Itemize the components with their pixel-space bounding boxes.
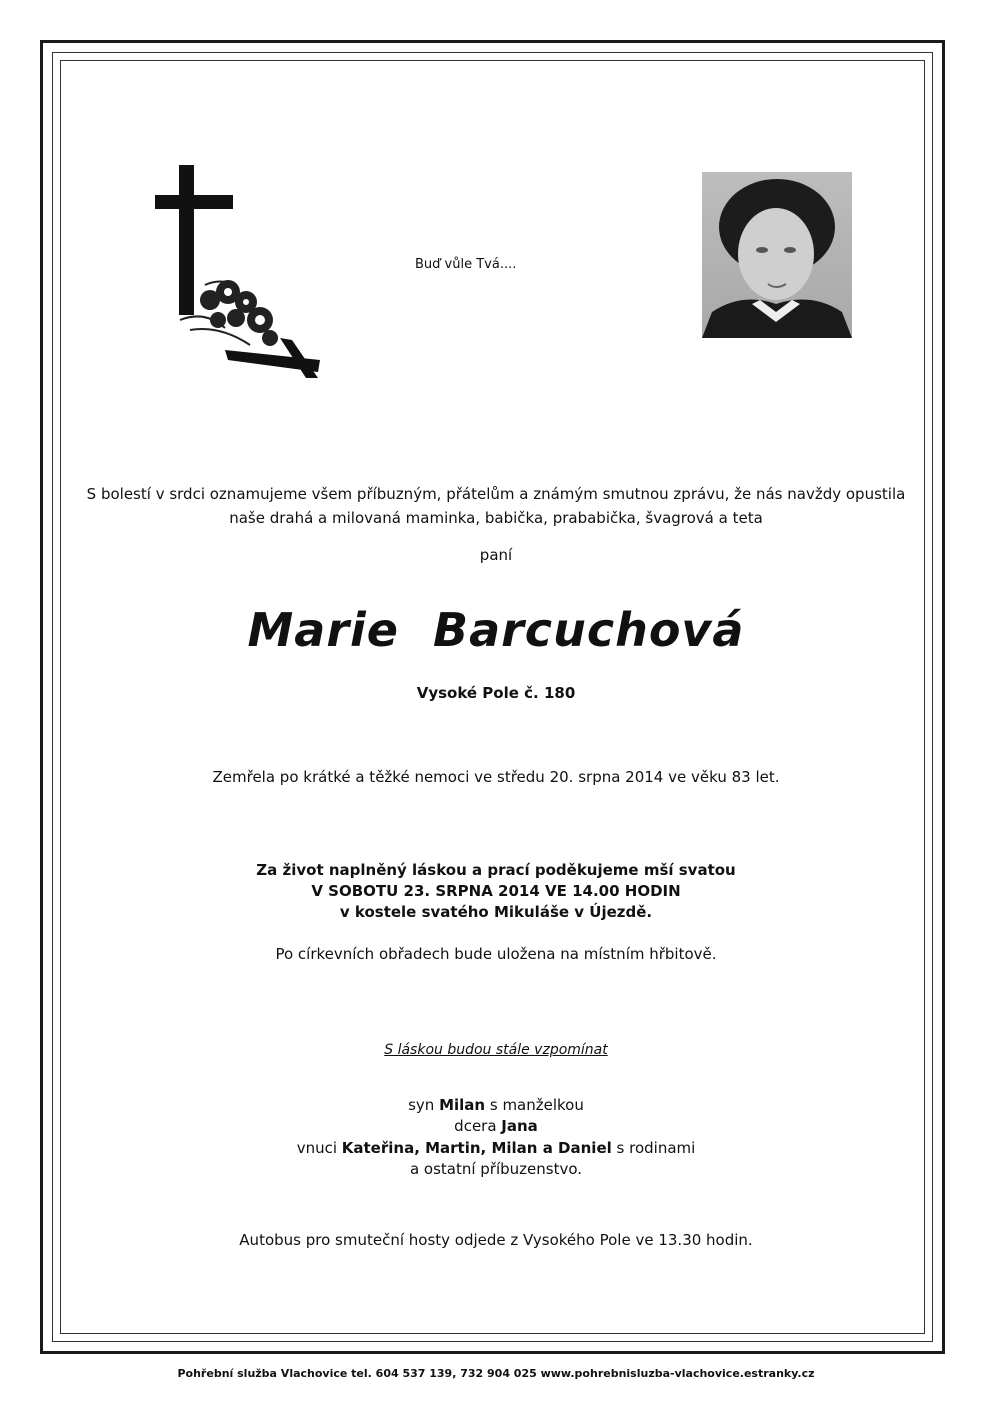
mourner-row-3 [0, 1139, 992, 1157]
mourner-suffix: s manželkou [485, 1096, 584, 1114]
mourner-name: Jana [501, 1117, 538, 1135]
bus-notice: Autobus pro smuteční hosty odjede z Vysokého Pole ve 13.30 hodin. [239, 1231, 753, 1249]
mass-line-2: V SOBOTU 23. SRPNA 2014 VE 14.00 HODIN [311, 882, 681, 900]
mourner-suffix: s rodinami [611, 1139, 696, 1157]
mass-line-3: v kostele svatého Mikuláše v Újezdě. [339, 903, 653, 921]
mass-line-1: Za život naplněný láskou a prací poděkujeme mší svatou [256, 861, 736, 879]
mourner-prefix: vnuci [296, 1139, 342, 1157]
mourner-prefix: syn [408, 1096, 440, 1114]
mourner-prefix: a ostatní příbuzenstvo. [409, 1160, 583, 1178]
footer-contact: Pohřební služba Vlachovice tel. 604 537 139, 732 904 025 www.pohrebnisluzba-vlachovice.estranky.cz [177, 1367, 815, 1380]
death-notice: Zemřela po krátké a těžké nemoci ve středu 20. srpna 2014 ve věku 83 let. [212, 768, 780, 786]
portrait-icon [702, 172, 852, 338]
portrait-photo [702, 172, 852, 338]
deceased-name: Marie Barcuchová [247, 603, 745, 657]
mourner-prefix: dcera [454, 1117, 502, 1135]
cross-with-roses-icon [150, 160, 325, 385]
mourner-row-2 [0, 1117, 992, 1135]
title-pani: paní [479, 546, 513, 564]
mourner-name: Kateřina, Martin, Milan a Daniel [341, 1139, 612, 1157]
intro-line-1: S bolestí v srdci oznamujeme všem příbuzným, přátelům a známým smutnou zprávu, že nás navždy opustila [86, 485, 906, 503]
mourner-row-1 [0, 1096, 992, 1114]
address: Vysoké Pole č. 180 [416, 684, 576, 702]
signed-intro: S láskou budou stále vzpomínat [384, 1042, 608, 1058]
mourner-row-4 [0, 1160, 992, 1178]
mourner-name: Milan [439, 1096, 486, 1114]
intro-line-2: naše drahá a milovaná maminka, babička, prababička, švagrová a teta [229, 509, 763, 527]
motto: Buď vůle Tvá.... [415, 257, 517, 272]
burial-note: Po církevních obřadech bude uložena na místním hřbitově. [275, 945, 717, 963]
